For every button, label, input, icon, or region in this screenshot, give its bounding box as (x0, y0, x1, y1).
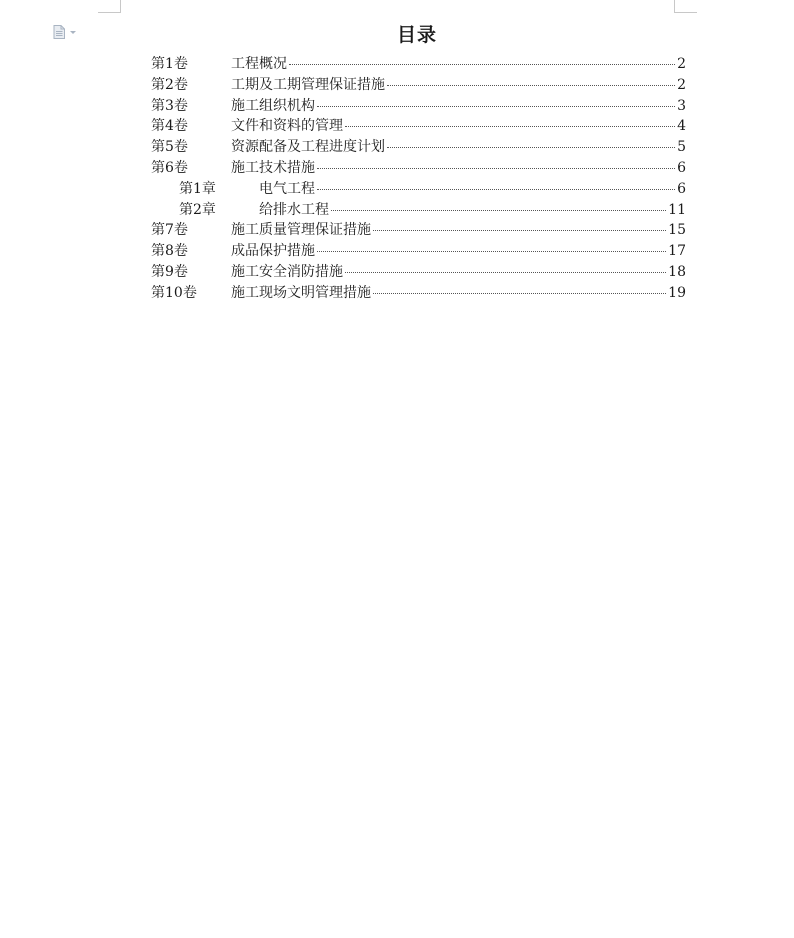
toc-entry-number: 第8卷 (151, 243, 188, 260)
toc-entry-page-number: 18 (668, 263, 686, 280)
page-corner-mark-right (674, 0, 697, 13)
toc-entry[interactable] (151, 283, 686, 304)
toc-entry[interactable] (151, 179, 686, 200)
toc-entry-title: 施工质量管理保证措施 (231, 222, 371, 239)
toc-entry-number: 第5卷 (151, 139, 188, 156)
toc-entry[interactable] (151, 96, 686, 117)
toc-dot-leader (317, 189, 675, 190)
toc-entry-page-number: 5 (677, 139, 686, 156)
page-corner-mark-left (98, 0, 121, 13)
toc-dot-leader (373, 230, 666, 231)
toc-entry-number: 第3卷 (151, 97, 188, 114)
toc-entry[interactable] (151, 220, 686, 241)
toc-entry-title: 工期及工期管理保证措施 (231, 76, 385, 93)
toc-dot-leader (317, 168, 675, 169)
toc-entry-page-number: 6 (677, 180, 686, 197)
toc-entry-number: 第2卷 (151, 76, 188, 93)
toc-entry-title: 给排水工程 (259, 201, 329, 218)
toc-entry-title: 文件和资料的管理 (231, 118, 343, 135)
toc-dot-leader (317, 251, 666, 252)
toc-entry-page-number: 19 (668, 284, 686, 301)
toc-entry-number: 第6卷 (151, 159, 188, 176)
toc-entry-page-number: 4 (677, 118, 686, 135)
toc-dot-leader (387, 85, 675, 86)
page-title: 目录 (396, 24, 437, 46)
toc-entry-page-number: 17 (668, 243, 686, 260)
toc-entry-title: 施工安全消防措施 (231, 263, 343, 280)
toc-entry[interactable] (151, 116, 686, 137)
toc-entry-number: 第4卷 (151, 118, 188, 135)
toc-entry-number: 第9卷 (151, 263, 188, 280)
toc-dot-leader (387, 147, 675, 148)
toc-entry-page-number: 2 (677, 56, 686, 72)
toc-entry-number: 第10卷 (151, 284, 197, 301)
toc-entry[interactable] (151, 54, 686, 75)
toc-entry-title: 施工技术措施 (231, 159, 315, 176)
toc-entry-title: 资源配备及工程进度计划 (231, 139, 385, 156)
toc-dot-leader (345, 272, 666, 273)
table-of-contents (151, 54, 686, 304)
toc-entry-title: 工程概况 (231, 56, 287, 72)
toc-entry-title: 施工组织机构 (231, 97, 315, 114)
toc-entry-number: 第1章 (179, 180, 216, 197)
toc-entry[interactable] (151, 137, 686, 158)
toc-entry-page-number: 15 (668, 222, 686, 239)
toc-entry-title: 施工现场文明管理措施 (231, 284, 371, 301)
toc-entry-page-number: 3 (677, 97, 686, 114)
toc-entry[interactable] (151, 262, 686, 283)
toc-dot-leader (317, 106, 675, 107)
toc-entry-page-number: 11 (668, 201, 686, 218)
toc-entry-page-number: 2 (677, 76, 686, 93)
toc-entry-number: 第1卷 (151, 56, 188, 72)
toc-entry[interactable] (151, 241, 686, 262)
toc-dot-leader (331, 210, 666, 211)
toc-dot-leader (373, 293, 666, 294)
toc-dot-leader (289, 64, 675, 65)
toc-entry[interactable] (151, 75, 686, 96)
toc-entry[interactable] (151, 158, 686, 179)
toc-entry-number: 第2章 (179, 201, 216, 218)
toc-entry-number: 第7卷 (151, 222, 188, 239)
toc-dot-leader (345, 126, 675, 127)
toc-entry-title: 成品保护措施 (231, 243, 315, 260)
toc-entry-page-number: 6 (677, 159, 686, 176)
toc-entry-title: 电气工程 (259, 180, 315, 197)
toc-entry[interactable] (151, 200, 686, 221)
